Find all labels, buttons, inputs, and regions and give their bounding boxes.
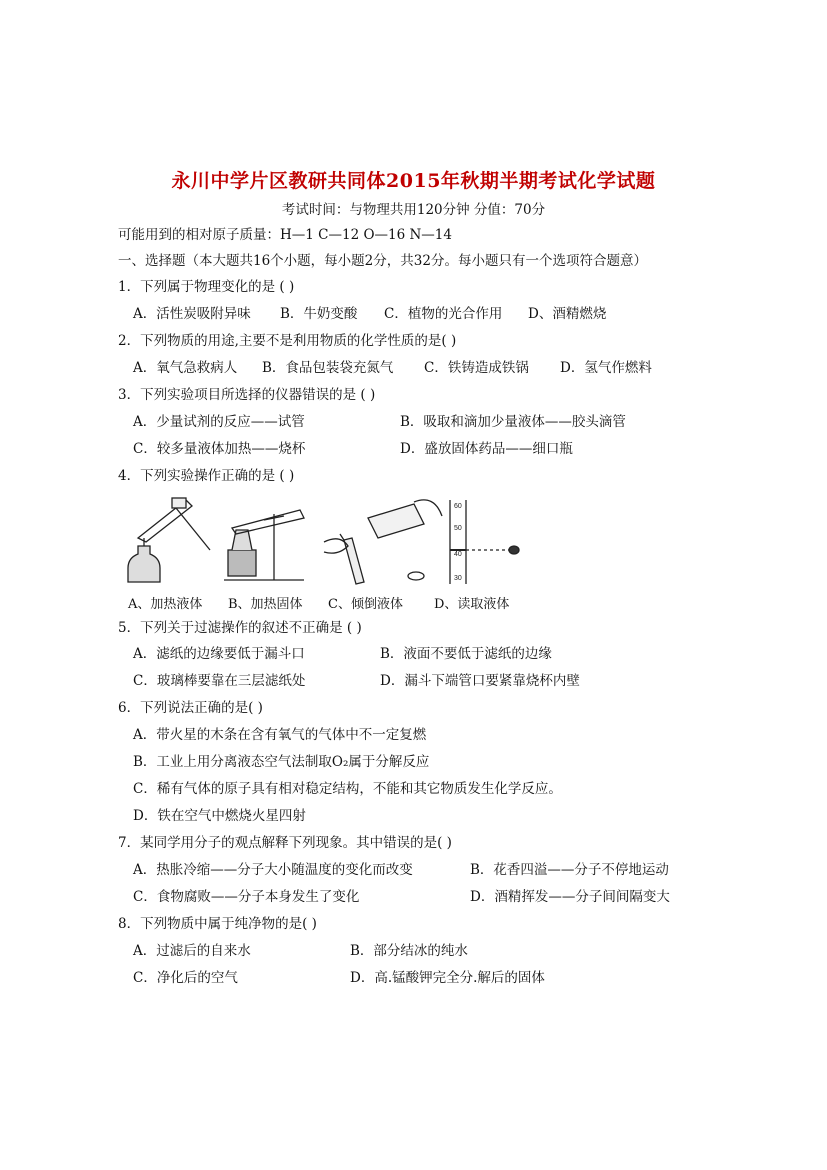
heating-liquid-drawing xyxy=(128,498,210,582)
option-b: B．食品包装袋充氮气 xyxy=(262,360,394,376)
figure-caption-a: A、加热液体 xyxy=(128,597,203,612)
lab-operations-figure xyxy=(124,494,520,586)
option-c: C．植物的光合作用 xyxy=(384,306,503,322)
exam-subtitle: 考试时间：与物理共用120分钟 分值：70分 xyxy=(281,202,546,218)
option-a: A．滤纸的边缘要低于漏斗口 xyxy=(133,646,305,662)
option-d: D．铁在空气中燃烧火星四射 xyxy=(133,808,306,824)
option-c: C．稀有气体的原子具有相对稳定结构，不能和其它物质发生化学反应。 xyxy=(133,781,562,797)
cylinder-tick-label: 40 xyxy=(454,551,462,558)
cylinder-scale xyxy=(454,503,462,582)
option-a: A．带火星的木条在含有氧气的气体中不一定复燃 xyxy=(133,727,427,743)
option-a: A．氧气急救病人 xyxy=(133,360,238,376)
option-c: C．铁铸造成铁锅 xyxy=(424,360,529,376)
option-a: A．过滤后的自来水 xyxy=(133,943,251,959)
option-b: B．吸取和滴加少量液体——胶头滴管 xyxy=(400,414,626,430)
option-a: A．少量试剂的反应——试管 xyxy=(133,414,305,430)
reading-cylinder-drawing xyxy=(450,500,519,584)
option-d: D．酒精挥发——分子间间隔变大 xyxy=(470,889,670,905)
figure-caption-b: B、加热固体 xyxy=(228,597,303,612)
cylinder-tick-label: 60 xyxy=(454,503,462,510)
question-stem: 1．下列属于物理变化的是 ( ) xyxy=(118,279,295,295)
option-c: C．玻璃棒要靠在三层滤纸处 xyxy=(133,673,306,689)
option-a: A．活性炭吸附异味 xyxy=(133,306,251,322)
exam-title: 永川中学片区教研共同体2015年秋期半期考试化学试题 xyxy=(171,170,656,192)
heating-solid-drawing xyxy=(224,510,304,580)
question-stem: 4．下列实验操作正确的是 ( ) xyxy=(118,468,295,484)
pouring-liquid-drawing xyxy=(324,500,442,584)
atomic-masses: 可能用到的相对原子质量：H—1 C—12 O—16 N—14 xyxy=(118,227,452,243)
option-c: C．较多量液体加热——烧杯 xyxy=(133,441,306,457)
cylinder-tick-label: 30 xyxy=(454,575,462,582)
option-b: B．牛奶变酸 xyxy=(280,306,358,322)
option-b: B．部分结冰的纯水 xyxy=(350,943,468,959)
figure-caption-c: C、倾倒液体 xyxy=(328,597,403,612)
option-b: B．液面不要低于滤纸的边缘 xyxy=(380,646,552,662)
option-b: B．花香四溢——分子不停地运动 xyxy=(470,862,669,878)
option-d: D．漏斗下端管口要紧靠烧杯内壁 xyxy=(380,673,580,689)
option-a: A．热胀冷缩——分子大小随温度的变化而改变 xyxy=(133,862,413,878)
figure-caption-d: D、读取液体 xyxy=(434,597,510,612)
option-b: B．工业上用分离液态空气法制取O₂属于分解反应 xyxy=(133,754,430,770)
question-stem: 2．下列物质的用途,主要不是利用物质的化学性质的是( ) xyxy=(118,333,457,349)
option-d: D．氢气作燃料 xyxy=(560,360,652,376)
option-c: C．食物腐败——分子本身发生了变化 xyxy=(133,889,360,905)
question-stem: 3．下列实验项目所选择的仪器错误的是 ( ) xyxy=(118,387,376,403)
question-stem: 5．下列关于过滤操作的叙述不正确是 ( ) xyxy=(118,620,362,636)
question-stem: 8．下列物质中属于纯净物的是( ) xyxy=(118,916,317,932)
option-d: D．盛放固体药品——细口瓶 xyxy=(400,441,573,457)
option-d: D、酒精燃烧 xyxy=(528,306,607,322)
option-d: D．高.锰酸钾完全分.解后的固体 xyxy=(350,970,545,986)
question-stem: 7．某同学用分子的观点解释下列现象。其中错误的是( ) xyxy=(118,835,452,851)
cylinder-tick-label: 50 xyxy=(454,525,462,532)
section-heading: 一、选择题（本大题共16个小题，每小题2分，共32分。每小题只有一个选项符合题意） xyxy=(118,253,647,269)
question-stem: 6．下列说法正确的是( ) xyxy=(118,700,263,716)
option-c: C．净化后的空气 xyxy=(133,970,238,986)
